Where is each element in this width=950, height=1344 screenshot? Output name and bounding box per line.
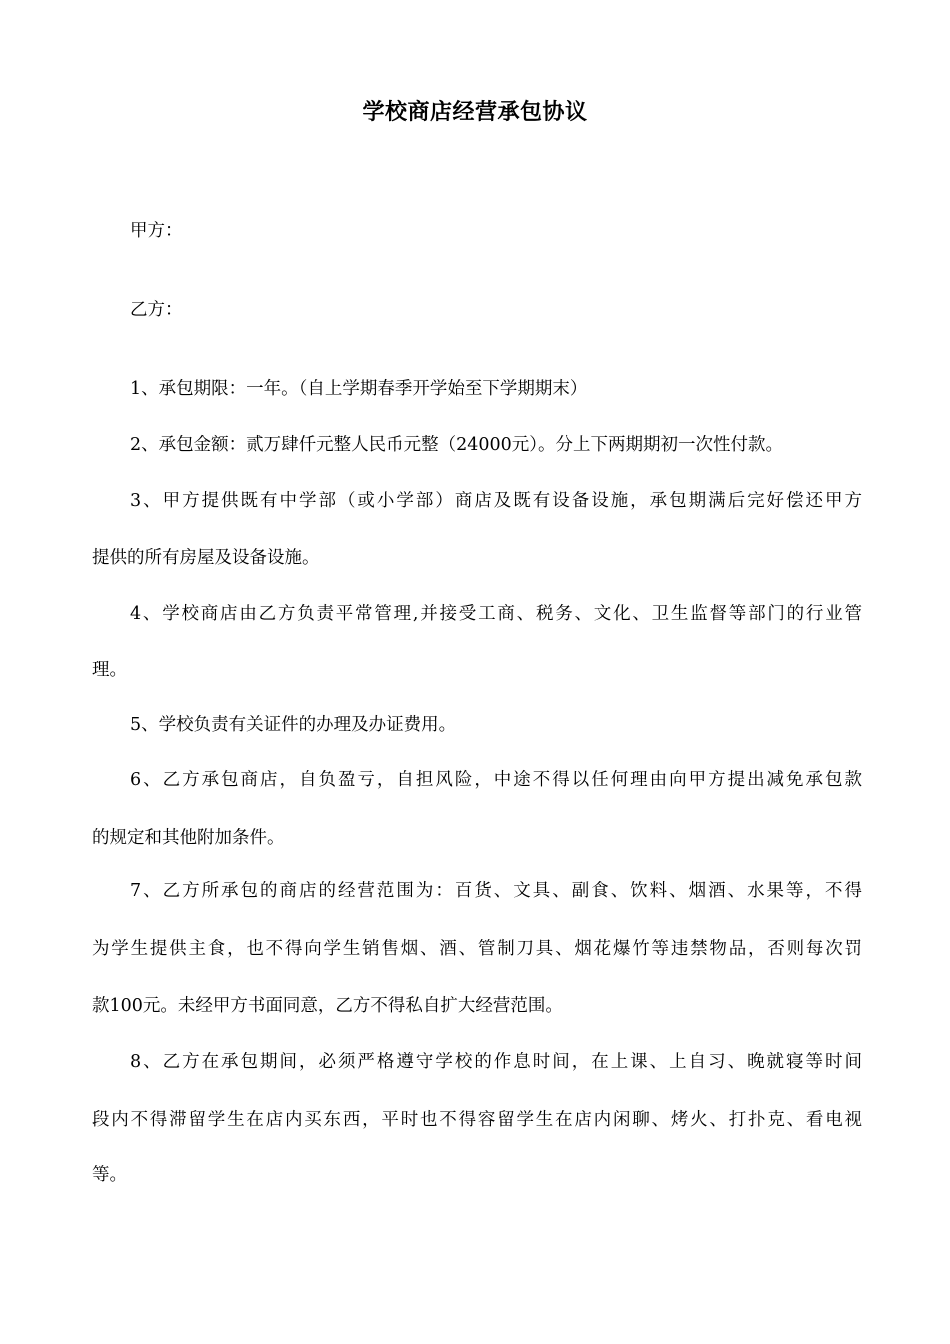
clause-8-line-1: 8、乙方在承包期间，必须严格遵守学校的作息时间，在上课、上自习、晚就寝等时间 (130, 1052, 862, 1072)
clause-2-line-1: 2、承包金额：贰万肆仟元整人民币元整（24000元）。分上下两期期初一次性付款。 (130, 435, 784, 455)
clause-4-line-2: 理。 (92, 660, 127, 680)
clause-3-line-2: 提供的所有房屋及设备设施。 (92, 548, 320, 568)
clause-1-line-1: 1、承包期限：一年。（自上学期春季开学始至下学期期末） (130, 379, 588, 399)
party-a-label: 甲方： (130, 221, 183, 241)
party-b-label: 乙方： (130, 300, 183, 320)
clause-7-line-3: 款100元。未经甲方书面同意，乙方不得私自扩大经营范围。 (92, 996, 563, 1016)
clause-7-line-2: 为学生提供主食，也不得向学生销售烟、酒、管制刀具、烟花爆竹等违禁物品，否则每次罚 (92, 939, 862, 959)
clause-6-line-1: 6、乙方承包商店，自负盈亏，自担风险，中途不得以任何理由向甲方提出减免承包款 (130, 770, 862, 790)
clause-7-line-1: 7、乙方所承包的商店的经营范围为：百货、文具、副食、饮料、烟酒、水果等，不得 (130, 881, 862, 901)
clause-6-line-2: 的规定和其他附加条件。 (92, 828, 285, 848)
clause-8-line-2: 段内不得滞留学生在店内买东西，平时也不得容留学生在店内闲聊、烤火、打扑克、看电视 (92, 1110, 862, 1130)
clause-3-line-1: 3、甲方提供既有中学部（或小学部）商店及既有设备设施，承包期满后完好偿还甲方 (130, 491, 862, 511)
clause-8-line-3: 等。 (92, 1165, 127, 1185)
clause-4-line-1: 4、学校商店由乙方负责平常管理,并接受工商、税务、文化、卫生监督等部门的行业管 (130, 604, 862, 624)
document-title: 学校商店经营承包协议 (362, 99, 588, 125)
clause-5-line-1: 5、学校负责有关证件的办理及办证费用。 (130, 715, 457, 735)
